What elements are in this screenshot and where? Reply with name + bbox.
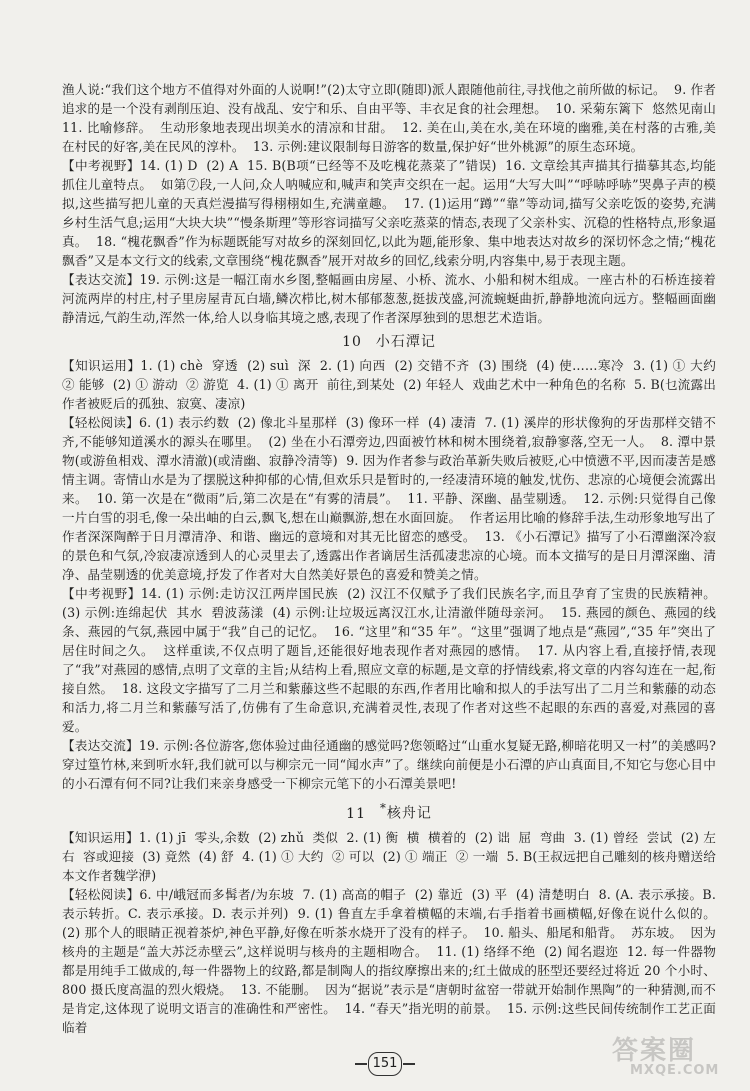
section-star: *	[380, 801, 387, 815]
answer-paragraph: 【表达交流】19. 示例:这是一幅江南水乡图,整幅画由房屋、小桥、流水、小船和树木组成。一座古朴的石桥连接着河流两岸的村庄,村子里房屋青瓦白墙,鳞次栉比,树木郁郁葱葱,挺拔茂盛,河流蜿蜒曲折,静静地流向远方。整幅画面幽静清远,气韵生动,浑然一体,给人以身临其境之感,表现了作者深厚独到的思想艺术造诣。	[62, 272, 716, 325]
answer-paragraph: 【轻松阅读】6. 中/峨冠而多髯者/为东坡 7. (1) 高高的帽子 (2) 靠近 (3) 平 (4) 清楚明白 8. (A. 表示承接。B. 表示转折。C. 表示承接。D. 表示并列) 9. (1) 鲁直左手拿着横幅的末端,右手指着书画横幅,好像在说什么似的。 (2) 那个人的眼睛正视着茶炉,神色平静,好像在听茶水烧开了没有的样子。 10. 船头、船尾和船背。 苏东坡。 因为核舟的主题是“盖大苏泛赤壁云”,这样说明与核舟的主题相吻合。 11. (1) 络绎不绝 (2) 闻名遐迩 12. 每一件器物都是用纯手工做成的,每一件器物上的纹路,都是制陶人的指纹摩擦出来的;红土做成的胚型还要经过将近 20 个小时、800 摄氏度高温的烈火煅烧。 13. 不能删。 因为“据说”表示是“唐朝时盆窑一带就开始制作黑陶”的一种猜测,而不是肯定,这体现了说明文语言的准确性和严密性。 14. “春天”指光明的前景。 15. 示例:这些民间传统制作工艺正面临着	[62, 886, 725, 1035]
section-name: 核舟记	[386, 805, 432, 822]
watermark-text: 答案圈	[612, 1036, 697, 1066]
section-number: 11	[346, 805, 366, 822]
answer-paragraph: 【表达交流】19. 示例:各位游客,您体验过曲径通幽的感觉吗?您领略过“山重水复疑无路,柳暗花明又一村”的美感吗?穿过篁竹林,来到听水轩,我们就可以与柳宗元一同“闻水声”了。继续向前便是小石潭的庐山真面目,不知它与您心目中的小石潭有何不同?让我们来亲身感受一下柳宗元笔下的小石潭美景吧!	[62, 738, 716, 791]
answer-paragraph: 【中考视野】14. (1) D (2) A 15. B(B项“已经等不及吃槐花蒸菜了”错误) 16. 文章绘其声描其行描摹其态,均能抓住儿童特点。 如第⑦段,一人问,众人呐喊应和,喊声和笑声交织在一起。运用“大写大叫”“呼哧呼哧”哭鼻子声的模拟,这些描写把儿童的天真烂漫描写得栩栩如生,充满童趣。 17. (1)运用“蹲”“靠”等动词,描写父亲吃饭的姿势,充满乡村生活气息;运用“大块大块”“慢条斯理”等形容词描写父亲吃蒸菜的情态,表现了父亲朴实、沉稳的性格特点,形象逼真。 18. “槐花飘香”作为标题既能写对故乡的深刻回忆,以此为题,能形象、集中地表达对故乡的深切怀念之情;“槐花飘香”又是本文行文的线索,文章围绕“槐花飘香”展开对故乡的回忆,线索分明,内容集中,易于表现主题。	[62, 158, 716, 268]
section-number: 10	[342, 334, 362, 350]
section-name: 小石潭记	[375, 334, 436, 350]
answer-paragraph: 渔人说:“我们这个地方不值得对外面的人说啊!”(2)太守立即(随即)派人跟随他前往,寻找他之前所做的标记。 9. 作者追求的是一个没有剥削压迫、没有战乱、安宁和乐、自由平等、丰衣足食的社会理想。 10. 采菊东篱下 悠然见南山 11. 比喻修辞。 生动形象地表现出坝美水的清凉和甘甜。 12. 美在山,美在水,美在环境的幽雅,美在村落的古雅,美在村民的好客,美在民风的淳朴。 13. 示例:建议限制每日游客的数量,保护好“世外桃源”的原生态环境。	[62, 82, 725, 154]
answer-key-page	[62, 80, 725, 1037]
watermark-logo	[612, 1030, 732, 1084]
page-number: 151	[368, 1052, 402, 1076]
watermark-url: MXQE.COM	[630, 1063, 720, 1078]
section-title	[62, 798, 716, 824]
answer-paragraph: 【知识运用】1. (1) chè 穿透 (2) suì 深 2. (1) 向西 (2) 交错不齐 (3) 围绕 (4) 使……寒冷 3. (1) ① 大约 ② 能够 (2) ① 游动 ② 游览 4. (1) ① 离开 前往,到某处 (2) 年轻人 戏曲艺术中一种角色的名称 5. B(乜流露出作者被贬后的孤独、寂寞、凄凉)	[62, 358, 725, 411]
section-title	[62, 332, 716, 352]
answer-paragraph: 【中考视野】14. (1) 示例:走访汉江两岸国民族 (2) 汉江不仅赋予了我们民族名字,而且孕育了宝贵的民族精神。 (3) 示例:连绵起伏 其水 碧波荡漾 (4) 示例:让垃圾远离汉江水,让清澈伴随母亲河。 15. 燕园的颜色、燕园的线条、燕园的气氛,燕园中属于“我”自己的记忆。 16. “这里”和“35 年”。“这里”强调了地点是“燕园”,“35 年”突出了居住时间之久。 这样重读,不仅点明了题旨,还能很好地表现作者对燕园的感情。 17. 从内容上看,直接抒情,表现了“我”对燕园的感情,点明了文章的主旨;从结构上看,照应文章的标题,是文章的抒情线索,将文章的内容勾连在一起,衔接自然。 18. 这段文字描写了二月兰和紫藤这些不起眼的东西,作者用比喻和拟人的手法写出了二月兰和紫藤的动态和活力,将二月兰和紫藤写活了,仿佛有了生命意识,充满着灵性,表现了作者对这些不起眼的东西的喜爱,对燕园的喜爱。	[62, 586, 725, 734]
answer-paragraph: 【知识运用】1. (1) jī 零头,余数 (2) zhǔ 类似 2. (1) 衡 横 横着的 (2) 诎 屈 弯曲 3. (1) 曾经 尝试 (2) 左右 容或迎接 (3) 竟然 (4) 舒 4. (1) ① 大约 ② 可以 (2) ① 端正 ② 一端 5. B(王叔远把自己雕刻的核舟赠送给本文作者魏学洢)	[62, 829, 716, 883]
answer-paragraph: 【轻松阅读】6. (1) 表示约数 (2) 像北斗星那样 (3) 像环一样 (4) 凄清 7. (1) 溪岸的形状像狗的牙齿那样交错不齐,不能够知道溪水的源头在哪里。 (2) 坐在小石潭旁边,四面被竹林和树木围绕着,寂静寥落,空无一人。 8. 潭中景物(或游鱼相戏、潭水清澈)(或清幽、寂静冷清等) 9. 因为作者参与政治革新失败后被贬,心中愤懑不平,因而凄苦是感情主调。寄情山水是为了摆脱这种抑郁的心情,但欢乐只是暂时的,一经凄清环境的触发,忧伤、悲凉的心境便会流露出来。 10. 第一次是在“微雨”后,第二次是在“有雾的清晨”。 11. 平静、深幽、晶莹剔透。 12. 示例:只觉得自己像一片白雪的羽毛,像一朵出岫的白云,飘飞,想在山巅飘游,想在水面回旋。 作者运用比喻的修辞手法,生动形象地写出了作者深深陶醉于日月潭清净、和谐、幽远的意境和对其无比留恋的感受。 13. 《小石潭记》描写了小石潭幽深冷寂的景色和气氛,冷寂凄凉透到人的心灵里去了,透露出作者谪居生活孤凄悲凉的心境。而本文描写的是日月潭深幽、清净、晶莹剔透的优美意境,抒发了作者对大自然美好景色的喜爱和赞美之情。	[62, 415, 716, 582]
